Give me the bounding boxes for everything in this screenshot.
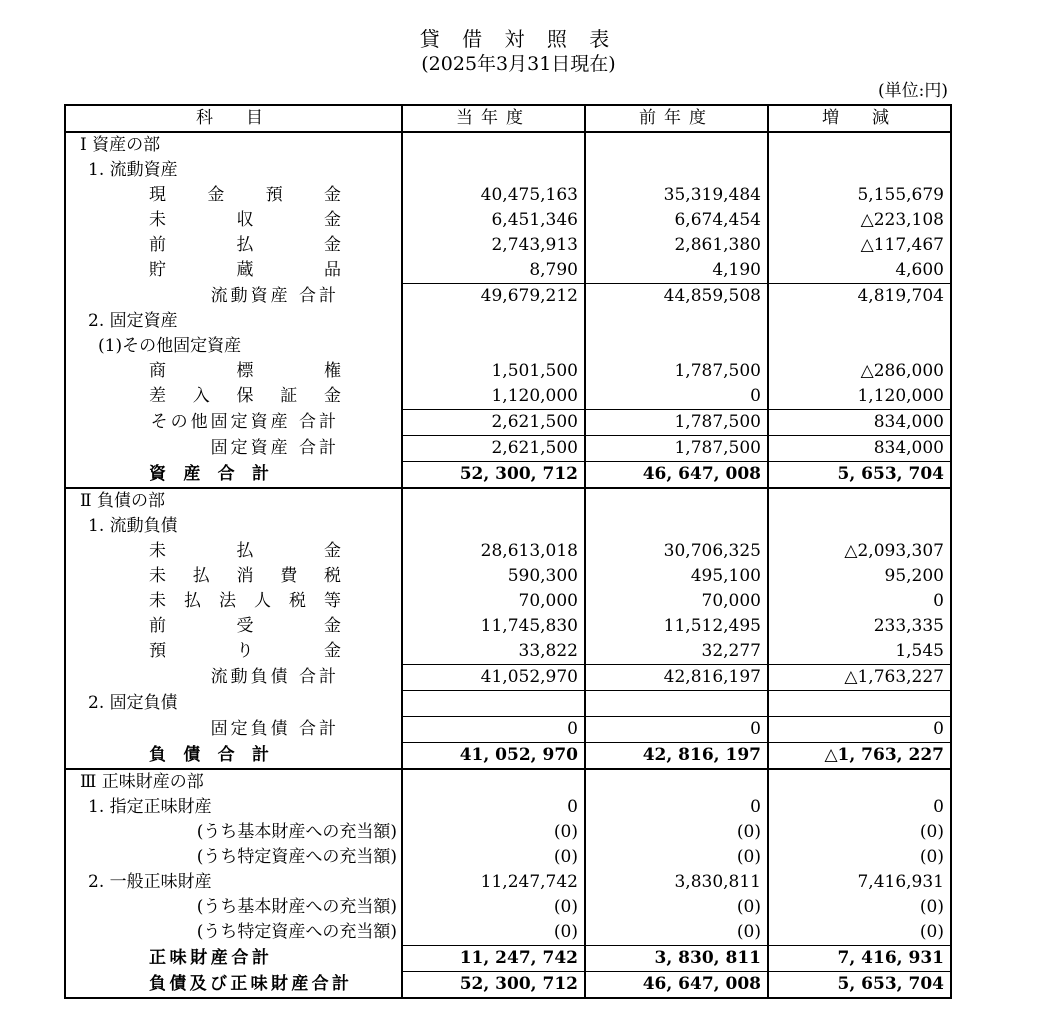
table-row [65, 183, 951, 208]
row-label-text: 未収金 [149, 210, 341, 230]
value-prev: 11,512,495 [585, 614, 768, 639]
value-diff: (0) [768, 920, 951, 946]
row-label [65, 564, 402, 589]
value-cur: 0 [402, 795, 585, 820]
table-row [65, 208, 951, 233]
table-body [65, 132, 951, 998]
value-cur: 11,247,742 [402, 870, 585, 895]
row-label-text: 資産合計 [149, 463, 269, 484]
value-prev: 30,706,325 [585, 539, 768, 564]
value-cur: 2,621,500 [402, 410, 585, 436]
row-label [65, 895, 402, 920]
table-row [65, 665, 951, 691]
header-account: 科 目 [65, 105, 402, 132]
table-row [65, 384, 951, 410]
table-row [65, 284, 951, 310]
table-row [65, 132, 951, 158]
table-header-row [65, 105, 951, 132]
value-prev: 0 [585, 384, 768, 410]
row-label [65, 717, 402, 743]
row-label [65, 158, 402, 183]
value-cur: (0) [402, 820, 585, 845]
table-row [65, 769, 951, 795]
table-row [65, 717, 951, 743]
row-label [65, 183, 402, 208]
value-cur: 1,120,000 [402, 384, 585, 410]
value-diff: 0 [768, 717, 951, 743]
value-cur: 11,745,830 [402, 614, 585, 639]
value-diff: 1,120,000 [768, 384, 951, 410]
table-row [65, 359, 951, 384]
value-cur [402, 769, 585, 795]
row-label [65, 870, 402, 895]
value-prev [585, 769, 768, 795]
value-cur: 33,822 [402, 639, 585, 665]
value-diff [768, 769, 951, 795]
table-row [65, 845, 951, 870]
value-cur: 2,621,500 [402, 436, 585, 462]
value-diff: 95,200 [768, 564, 951, 589]
value-diff: (0) [768, 845, 951, 870]
value-prev: 35,319,484 [585, 183, 768, 208]
value-diff: 834,000 [768, 410, 951, 436]
value-cur: 52, 300, 712 [402, 462, 585, 489]
value-diff: 4,819,704 [768, 284, 951, 310]
table-row [65, 820, 951, 845]
row-label-text: 負債及び正味財産合計 [149, 973, 349, 994]
value-diff: 1,545 [768, 639, 951, 665]
value-prev: 1,787,500 [585, 410, 768, 436]
value-cur [402, 309, 585, 334]
header-change: 増 減 [768, 105, 951, 132]
row-label [65, 639, 402, 665]
value-diff: 4,600 [768, 258, 951, 284]
value-cur: 2,743,913 [402, 233, 585, 258]
header-current-year: 当年度 [402, 105, 585, 132]
row-label [65, 132, 402, 158]
row-label-text: 固定負債 合計 [210, 719, 339, 739]
value-prev [585, 514, 768, 539]
value-prev: (0) [585, 845, 768, 870]
value-diff: △117,467 [768, 233, 951, 258]
row-label-text: 預り金 [149, 641, 341, 662]
value-diff: △223,108 [768, 208, 951, 233]
table-row [65, 946, 951, 972]
table-row [65, 334, 951, 359]
value-prev: 4,190 [585, 258, 768, 284]
row-label [65, 284, 402, 310]
value-diff: 5, 653, 704 [768, 462, 951, 489]
value-prev: 46, 647, 008 [585, 972, 768, 999]
value-cur: 6,451,346 [402, 208, 585, 233]
table-row [65, 258, 951, 284]
table-row [65, 539, 951, 564]
row-label-text: (うち基本財産への充当額) [196, 822, 397, 842]
value-cur: (0) [402, 920, 585, 946]
value-cur: 590,300 [402, 564, 585, 589]
row-label-text: 固定資産 合計 [210, 438, 339, 458]
row-label [65, 384, 402, 410]
row-label-text: 前受金 [149, 616, 341, 636]
table-row [65, 514, 951, 539]
row-label-text: (うち特定資産への充当額) [196, 922, 397, 943]
value-cur: 40,475,163 [402, 183, 585, 208]
row-label-text: 未払消費税 [149, 566, 341, 586]
value-cur: 0 [402, 717, 585, 743]
value-prev: 46, 647, 008 [585, 462, 768, 489]
value-prev: 44,859,508 [585, 284, 768, 310]
table-row [65, 436, 951, 462]
row-label-text: 現金預金 [149, 185, 341, 205]
row-label [65, 488, 402, 514]
row-label-text: 差入保証金 [149, 386, 341, 407]
value-diff: 0 [768, 795, 951, 820]
row-label-text: 2. 一般正味財産 [88, 872, 212, 892]
table-row [65, 410, 951, 436]
table-row [65, 743, 951, 770]
value-prev: 2,861,380 [585, 233, 768, 258]
value-diff: △1,763,227 [768, 665, 951, 691]
value-diff [768, 158, 951, 183]
value-prev: 1,787,500 [585, 436, 768, 462]
row-label-text: 1. 流動資産 [88, 160, 178, 180]
value-cur: 1,501,500 [402, 359, 585, 384]
row-label-text: 2. 固定負債 [88, 693, 178, 713]
document-date: (2025年3月31日現在) [421, 53, 616, 75]
value-prev [585, 132, 768, 158]
row-label [65, 665, 402, 691]
value-prev: 3,830,811 [585, 870, 768, 895]
table-row [65, 972, 951, 999]
header-previous-year: 前年度 [585, 105, 768, 132]
value-diff: △2,093,307 [768, 539, 951, 564]
value-prev: 1,787,500 [585, 359, 768, 384]
row-label [65, 614, 402, 639]
row-label-text: Ⅲ 正味財産の部 [80, 772, 204, 792]
value-diff: 5,155,679 [768, 183, 951, 208]
row-label-text: 2. 固定資産 [88, 311, 178, 331]
value-cur: 28,613,018 [402, 539, 585, 564]
value-cur: 49,679,212 [402, 284, 585, 310]
row-label-text: 流動負債 合計 [210, 667, 339, 687]
value-cur: 52, 300, 712 [402, 972, 585, 999]
document-title: 貸 借 対 照 表 [419, 27, 618, 51]
row-label [65, 334, 402, 359]
value-cur: 8,790 [402, 258, 585, 284]
value-prev: 0 [585, 795, 768, 820]
value-diff [768, 132, 951, 158]
row-label-text: 1. 流動負債 [88, 516, 178, 536]
value-diff: △286,000 [768, 359, 951, 384]
balance-sheet-table [64, 104, 952, 999]
row-label [65, 309, 402, 334]
row-label-text: 負債合計 [149, 744, 269, 765]
row-label-text: Ⅱ 負債の部 [80, 491, 165, 511]
value-cur: (0) [402, 895, 585, 920]
value-diff: (0) [768, 820, 951, 845]
row-label [65, 820, 402, 845]
row-label [65, 743, 402, 770]
row-label [65, 589, 402, 614]
table-row [65, 870, 951, 895]
row-label [65, 795, 402, 820]
row-label-text: (1)その他固定資産 [98, 336, 242, 356]
value-prev [585, 334, 768, 359]
value-diff: △1, 763, 227 [768, 743, 951, 770]
value-cur: 41, 052, 970 [402, 743, 585, 770]
table-row [65, 895, 951, 920]
row-label [65, 208, 402, 233]
value-prev: 495,100 [585, 564, 768, 589]
table-row [65, 920, 951, 946]
table-row [65, 691, 951, 717]
value-cur [402, 488, 585, 514]
value-prev: (0) [585, 895, 768, 920]
row-label-text: Ⅰ 資産の部 [80, 135, 161, 155]
value-prev: 32,277 [585, 639, 768, 665]
row-label [65, 258, 402, 284]
row-label [65, 946, 402, 972]
table-row [65, 233, 951, 258]
value-prev: (0) [585, 820, 768, 845]
row-label [65, 769, 402, 795]
value-cur [402, 514, 585, 539]
value-prev: 42, 816, 197 [585, 743, 768, 770]
row-label-text: その他固定資産 合計 [150, 412, 339, 432]
row-label-text: 商標権 [149, 361, 341, 381]
row-label [65, 691, 402, 717]
value-diff: 5, 653, 704 [768, 972, 951, 999]
value-diff [768, 334, 951, 359]
row-label-text: 正味財産合計 [149, 948, 269, 968]
value-diff: (0) [768, 895, 951, 920]
value-cur: 70,000 [402, 589, 585, 614]
value-cur: 11, 247, 742 [402, 946, 585, 972]
row-label [65, 845, 402, 870]
value-prev: (0) [585, 920, 768, 946]
value-diff [768, 309, 951, 334]
value-diff: 7,416,931 [768, 870, 951, 895]
value-prev: 6,674,454 [585, 208, 768, 233]
row-label-text: (うち基本財産への充当額) [196, 897, 397, 917]
row-label [65, 972, 402, 999]
table-row [65, 462, 951, 489]
row-label [65, 233, 402, 258]
value-prev: 70,000 [585, 589, 768, 614]
table-row [65, 564, 951, 589]
row-label [65, 920, 402, 946]
value-prev: 0 [585, 717, 768, 743]
value-prev: 42,816,197 [585, 665, 768, 691]
value-prev [585, 158, 768, 183]
row-label-text: 前払金 [149, 235, 341, 255]
value-prev [585, 488, 768, 514]
row-label [65, 514, 402, 539]
table-row [65, 309, 951, 334]
row-label-text: 貯蔵品 [149, 260, 341, 281]
row-label-text: 流動資産 合計 [210, 285, 339, 306]
row-label-text: 未払金 [149, 541, 341, 561]
value-diff [768, 514, 951, 539]
value-diff [768, 691, 951, 717]
value-prev [585, 691, 768, 717]
row-label-text: 未払法人税等 [149, 591, 341, 611]
table-row [65, 589, 951, 614]
table-row [65, 614, 951, 639]
value-diff: 0 [768, 589, 951, 614]
row-label-text: 1. 指定正味財産 [88, 797, 212, 817]
row-label [65, 462, 402, 489]
row-label-text: (うち特定資産への充当額) [196, 847, 397, 867]
value-cur [402, 691, 585, 717]
value-diff [768, 488, 951, 514]
value-cur [402, 132, 585, 158]
row-label [65, 359, 402, 384]
table-row [65, 488, 951, 514]
row-label [65, 410, 402, 436]
value-diff: 7, 416, 931 [768, 946, 951, 972]
value-cur [402, 158, 585, 183]
row-label [65, 436, 402, 462]
value-prev [585, 309, 768, 334]
table-row [65, 158, 951, 183]
value-diff: 834,000 [768, 436, 951, 462]
row-label [65, 539, 402, 564]
value-diff: 233,335 [768, 614, 951, 639]
value-prev: 3, 830, 811 [585, 946, 768, 972]
value-cur: (0) [402, 845, 585, 870]
value-cur: 41,052,970 [402, 665, 585, 691]
table-row [65, 639, 951, 665]
table-row [65, 795, 951, 820]
unit-label: (単位:円) [878, 81, 948, 101]
value-cur [402, 334, 585, 359]
